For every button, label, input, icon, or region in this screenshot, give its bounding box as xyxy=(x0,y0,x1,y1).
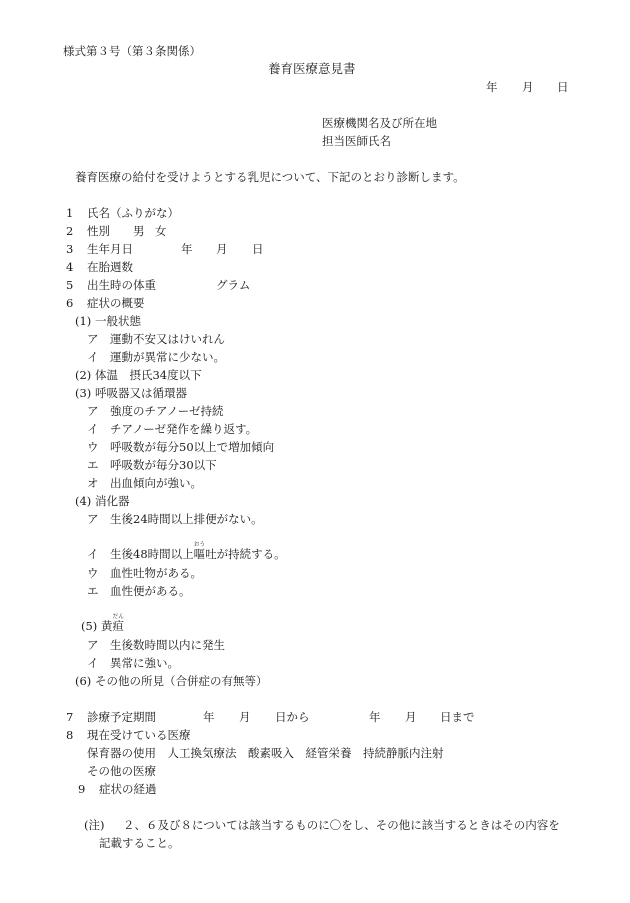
intro-text: 養育医療の給付を受けようとする乳児について、下記のとおり診断します。 xyxy=(75,170,465,184)
subsection-4-item-b-pre: イ 生後48時間以上 xyxy=(87,547,194,561)
vomit-reading: おう xyxy=(193,542,206,548)
date-month-label: 月 xyxy=(522,80,534,94)
vomit-kanji: 嘔 xyxy=(193,547,206,561)
period-start-day: 日から xyxy=(275,710,310,724)
item-7-label: 診療予定期間 xyxy=(87,710,156,724)
treatment-options: 保育器の使用 人工換気療法 酸素吸入 経管栄養 持続静脈内注射 xyxy=(87,746,444,760)
jaundice-reading: だん xyxy=(112,614,124,620)
item-1-number: 1 xyxy=(66,206,74,220)
subsection-3-item-d: エ 呼吸数が毎分30以下 xyxy=(87,458,217,472)
document-title: 養育医療意見書 xyxy=(268,61,356,76)
item-6-label: 症状の概要 xyxy=(87,296,145,310)
period-end-year: 年 xyxy=(369,710,381,724)
subsection-1-label: (1) 一般状態 xyxy=(75,314,141,328)
form-number: 様式第３号（第３条関係） xyxy=(63,44,201,58)
subsection-3-label: (3) 呼吸器又は循環器 xyxy=(75,386,187,400)
birth-year-label: 年 xyxy=(181,242,193,256)
item-4-number: 4 xyxy=(66,260,74,274)
subsection-5-item-a: ア 生後数時間以内に発生 xyxy=(87,638,225,652)
item-2-label: 性別 xyxy=(87,224,110,238)
note-text-line-1: ２、６及び８については該当するものに〇をし、その他に該当するときはその内容を xyxy=(123,818,560,832)
subsection-1-item-b: イ 運動が異常に少ない。 xyxy=(87,350,225,364)
subsection-3-item-e: オ 出血傾向が強い。 xyxy=(87,476,202,490)
item-7-number: 7 xyxy=(66,710,74,724)
subsection-4-item-c: ウ 血性吐物がある。 xyxy=(87,566,202,580)
subsection-4-item-b-post: 吐が持続する。 xyxy=(205,547,286,561)
subsection-5-item-b: イ 異常に強い。 xyxy=(87,656,179,670)
jaundice-kanji: 疸 xyxy=(112,619,124,633)
subsection-6-label: (6) その他の所見（合併症の有無等） xyxy=(75,674,268,688)
item-8-label: 現在受けている医療 xyxy=(87,728,191,742)
other-treatment-label: その他の医療 xyxy=(87,764,156,778)
period-end-month: 月 xyxy=(405,710,417,724)
item-3-label: 生年月日 xyxy=(87,242,133,256)
subsection-3-item-a: ア 強度のチアノーゼ持続 xyxy=(87,404,224,418)
item-4-label: 在胎週数 xyxy=(87,260,133,274)
jaundice-kanji-ruby xyxy=(112,614,124,633)
institution-label: 医療機関名及び所在地 xyxy=(322,116,437,130)
subsection-2-label: (2) 体温 摂氏34度以下 xyxy=(75,368,202,382)
subsection-3-item-b: イ チアノーゼ発作を繰り返す。 xyxy=(87,422,258,436)
birth-day-label: 日 xyxy=(252,242,264,256)
item-8-number: 8 xyxy=(66,728,74,742)
period-start-month: 月 xyxy=(239,710,251,724)
subsection-3-item-c: ウ 呼吸数が毎分50以上で増加傾向 xyxy=(87,440,275,454)
item-6-number: 6 xyxy=(66,296,74,310)
item-5-number: 5 xyxy=(66,278,74,292)
date-year-label: 年 xyxy=(486,80,498,94)
item-3-number: 3 xyxy=(66,242,74,256)
subsection-4-item-b xyxy=(87,542,286,561)
date-day-label: 日 xyxy=(557,80,569,94)
subsection-4-item-d: エ 血性便がある。 xyxy=(87,584,191,598)
subsection-1-item-a: ア 運動不安又はけいれん xyxy=(87,332,225,346)
sex-male-option: 男 xyxy=(133,224,145,238)
weight-unit: グラム xyxy=(216,278,251,292)
item-9-number: 9 xyxy=(78,782,86,796)
subsection-5-label xyxy=(81,614,124,633)
vomit-kanji-ruby xyxy=(193,542,206,561)
item-2-number: 2 xyxy=(66,224,74,238)
note-text-line-2: 記載すること。 xyxy=(99,836,180,850)
sex-female-option: 女 xyxy=(155,224,167,238)
period-end-day: 日まで xyxy=(440,710,475,724)
item-1-label: 氏名（ふりがな） xyxy=(87,206,179,220)
period-start-year: 年 xyxy=(203,710,215,724)
physician-label: 担当医師氏名 xyxy=(322,134,391,148)
subsection-4-label: (4) 消化器 xyxy=(75,494,130,508)
item-9-label: 症状の経過 xyxy=(99,782,157,796)
birth-month-label: 月 xyxy=(216,242,228,256)
item-5-label: 出生時の体重 xyxy=(87,278,156,292)
note-label: (注) xyxy=(84,818,105,832)
subsection-4-item-a: ア 生後24時間以上排便がない。 xyxy=(87,512,263,526)
subsection-5-label-pre: (5) 黄 xyxy=(81,619,113,633)
